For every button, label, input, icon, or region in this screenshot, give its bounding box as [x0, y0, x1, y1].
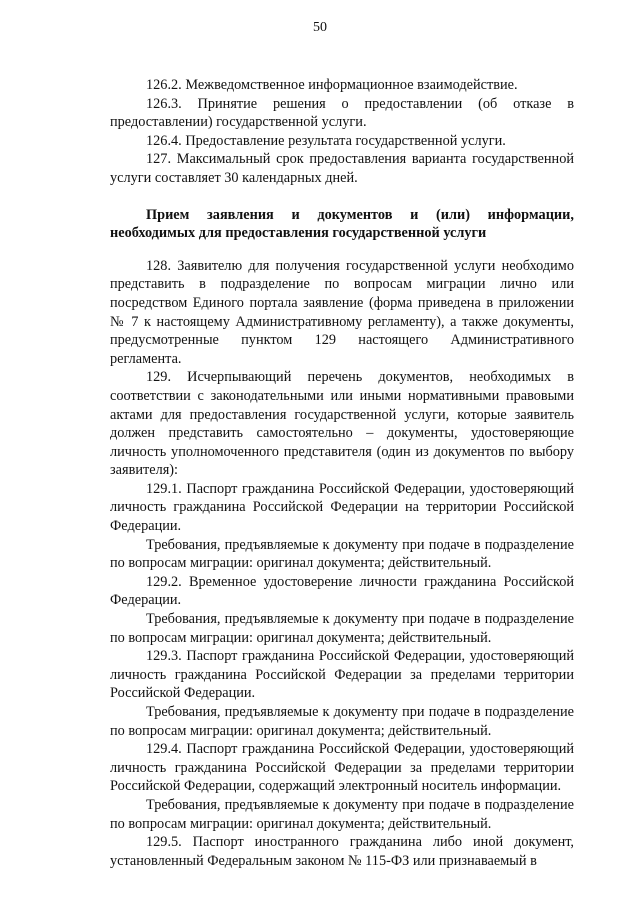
paragraph-126-2: 126.2. Межведомственное информационное взаимодействие. — [146, 77, 518, 93]
requirements-129-4: Требования, предъявляемые к документу при подаче в подразделение по вопросам миграции: оригинал документа; действительный. — [110, 796, 574, 832]
requirements-129-3: Требования, предъявляемые к документу при подаче в подразделение по вопросам миграции: оригинал документа; действительный. — [110, 704, 574, 739]
paragraph-129-5: 129.5. Паспорт иностранного гражданина либо иной документ, установленный Федеральным законом № 115-ФЗ или признаваемый в — [110, 834, 574, 869]
paragraph-129: 129. Исчерпывающий перечень документов, необходимых в соответствии с законодательными или иными нормативными правовыми актами для предоставления государственной услуги, которые заявитель должен представить самостоятельно – документы, удостоверяющие личность уполномоченного представителя (один из документов по выбору заявителя): — [110, 369, 574, 479]
spacer — [110, 188, 574, 206]
paragraph-126-3: 126.3. Принятие решения о предоставлении (об отказе в предоставлении) государственной услуги. — [110, 95, 574, 131]
paragraph-129-2: 129.2. Временное удостоверение личности гражданина Российской Федерации. — [110, 573, 574, 609]
section-heading: Прием заявления и документов и (или) информации, необходимых для предоставления государственной услуги — [110, 206, 574, 242]
paragraph-127: 127. Максимальный срок предоставления варианта государственной услуги составляет 30 календарных дней. — [110, 151, 574, 186]
paragraph-129-1: 129.1. Паспорт гражданина Российской Федерации, удостоверяющий личность гражданина Российской Федерации на территории Российской Федерации. — [110, 480, 574, 535]
document-body — [110, 76, 574, 870]
paragraph-129-4: 129.4. Паспорт гражданина Российской Федерации, удостоверяющий личность гражданина Российской Федерации за пределами территории Российской Федерации, содержащий электронный носитель информации. — [110, 741, 574, 795]
paragraph-126-4: 126.4. Предоставление результата государственной услуги. — [146, 132, 506, 149]
paragraph-128: 128. Заявителю для получения государственной услуги необходимо представить в подразделение по вопросам миграции лично или посредством Единого портала заявление (форма приведена в приложении № 7 к настоящему Административному регламенту), а также документы, предусмотренные пунктом 129 настоящего Административного регламента. — [110, 257, 574, 367]
requirements-129-1: Требования, предъявляемые к документу при подаче в подразделение по вопросам миграции: оригинал документа; действительный. — [110, 536, 574, 572]
page-number: 50 — [313, 20, 327, 35]
spacer — [110, 243, 574, 257]
paragraph-129-3: 129.3. Паспорт гражданина Российской Федерации, удостоверяющий личность гражданина Российской Федерации за пределами территории Российской Федерации. — [110, 648, 574, 702]
requirements-129-2: Требования, предъявляемые к документу при подаче в подразделение по вопросам миграции: оригинал документа; действительный. — [110, 611, 574, 646]
